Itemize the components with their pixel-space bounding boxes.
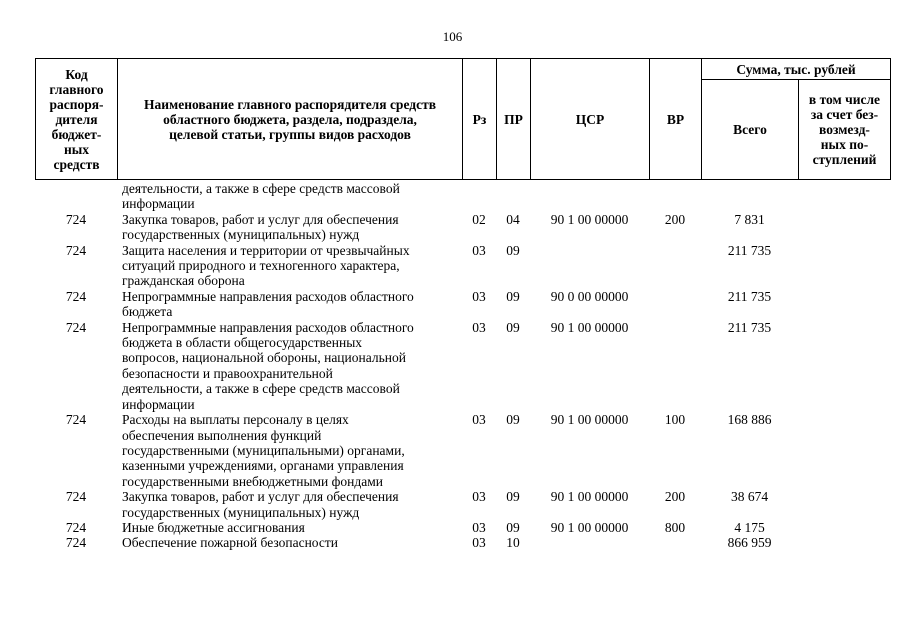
cell-pr [496, 181, 530, 212]
header-vr: ВР [650, 59, 702, 180]
cell-total: 211 735 [727, 319, 772, 335]
header-rz: Рз [463, 59, 497, 180]
header-csr: ЦСР [531, 59, 650, 180]
cell-name: Защита населения и территории от чрезвычайных ситуаций природного и техногенного характера, гражданская оборона [122, 242, 410, 289]
cell-name: деятельности, а также в сфере средств массовой информации [122, 181, 400, 212]
cell-pr: 04 [506, 211, 520, 227]
cell-pr: 09 [506, 319, 520, 335]
cell-free [798, 535, 890, 550]
table-row [35, 289, 890, 320]
cell-vr: 100 [664, 412, 686, 428]
table-body [35, 181, 890, 551]
cell-free [798, 289, 890, 320]
table-row [35, 489, 890, 520]
cell-name: Обеспечение пожарной безопасности [122, 535, 339, 551]
table-row [35, 412, 890, 489]
cell-code: 724 [65, 412, 87, 428]
cell-pr: 09 [506, 288, 520, 304]
cell-csr: 90 1 00 00000 [550, 519, 629, 535]
cell-total: 38 674 [730, 489, 769, 505]
cell-rz: 03 [472, 319, 486, 335]
cell-csr: 90 0 00 00000 [550, 288, 629, 304]
table-row [35, 212, 890, 243]
cell-total [701, 181, 798, 212]
cell-vr [649, 243, 701, 289]
table-row [35, 181, 890, 212]
header-free: в том числе за счет без- возмезд- ных по- ступлений [799, 80, 891, 180]
cell-total: 7 831 [734, 211, 765, 227]
cell-csr: 90 1 00 00000 [550, 319, 629, 335]
cell-free [798, 243, 890, 289]
cell-code: 724 [65, 211, 87, 227]
cell-code: 724 [65, 519, 87, 535]
cell-csr: 90 1 00 00000 [550, 412, 629, 428]
cell-code [35, 181, 117, 212]
cell-csr [530, 535, 649, 550]
table-header [35, 58, 891, 180]
cell-code: 724 [65, 319, 87, 335]
header-pr: ПР [497, 59, 531, 180]
cell-code: 724 [65, 535, 87, 551]
table-row [35, 243, 890, 289]
cell-free [798, 212, 890, 243]
cell-pr: 09 [506, 519, 520, 535]
cell-rz: 03 [472, 489, 486, 505]
cell-vr [649, 535, 701, 550]
cell-free [798, 412, 890, 489]
cell-rz: 03 [472, 519, 486, 535]
cell-csr: 90 1 00 00000 [550, 211, 629, 227]
cell-code: 724 [65, 242, 87, 258]
cell-rz: 03 [472, 535, 486, 551]
header-code: Код главного распоря- дителя бюджет- ных средств [36, 59, 118, 180]
cell-pr: 09 [506, 242, 520, 258]
table-row [35, 520, 890, 535]
cell-code: 724 [65, 288, 87, 304]
cell-total: 4 175 [734, 519, 765, 535]
cell-free [798, 489, 890, 520]
table-row [35, 535, 890, 550]
cell-rz [462, 181, 496, 212]
cell-name: Закупка товаров, работ и услуг для обеспечения государственных (муниципальных) нужд [122, 489, 399, 520]
cell-pr: 10 [506, 535, 520, 551]
cell-name: Закупка товаров, работ и услуг для обеспечения государственных (муниципальных) нужд [122, 211, 399, 243]
cell-csr: 90 1 00 00000 [550, 489, 629, 505]
cell-vr [649, 320, 701, 412]
header-total: Всего [702, 80, 799, 180]
cell-rz: 03 [472, 288, 486, 304]
cell-name: Иные бюджетные ассигнования [122, 519, 305, 535]
cell-total: 211 735 [727, 288, 772, 304]
cell-vr [649, 289, 701, 320]
cell-rz: 02 [472, 211, 486, 227]
cell-free [798, 181, 890, 212]
cell-vr [649, 181, 701, 212]
cell-free [798, 320, 890, 412]
cell-csr [530, 243, 649, 289]
cell-code: 724 [65, 489, 87, 505]
cell-name: Непрограммные направления расходов областного бюджета в области общегосударственных вопросов, национальной обороны, национальной безопасности и правоохранительной деятельности, а также в сфере средств массовой информации [122, 319, 414, 412]
cell-pr: 09 [506, 412, 520, 428]
cell-total: 211 735 [727, 242, 772, 258]
cell-rz: 03 [472, 412, 486, 428]
cell-vr: 800 [664, 519, 686, 535]
cell-vr: 200 [664, 211, 686, 227]
cell-rz: 03 [472, 242, 486, 258]
header-sum: Сумма, тыс. рублей [702, 59, 891, 80]
cell-csr [530, 181, 649, 212]
table-row [35, 320, 890, 412]
cell-free [798, 520, 890, 535]
cell-total: 866 959 [727, 535, 772, 551]
header-name: Наименование главного распорядителя средств областного бюджета, раздела, подраздела, целевой статьи, группы видов расходов [118, 59, 463, 180]
cell-total: 168 886 [727, 412, 772, 428]
cell-name: Расходы на выплаты персоналу в целях обеспечения выполнения функций государственными (муниципальными) органами, казенными учреждениями, органами управления государственными внебюджетными фондами [122, 412, 405, 489]
cell-pr: 09 [506, 489, 520, 505]
page-number: 106 [442, 29, 463, 44]
cell-name: Непрограммные направления расходов областного бюджета [122, 288, 414, 320]
cell-vr: 200 [664, 489, 686, 505]
